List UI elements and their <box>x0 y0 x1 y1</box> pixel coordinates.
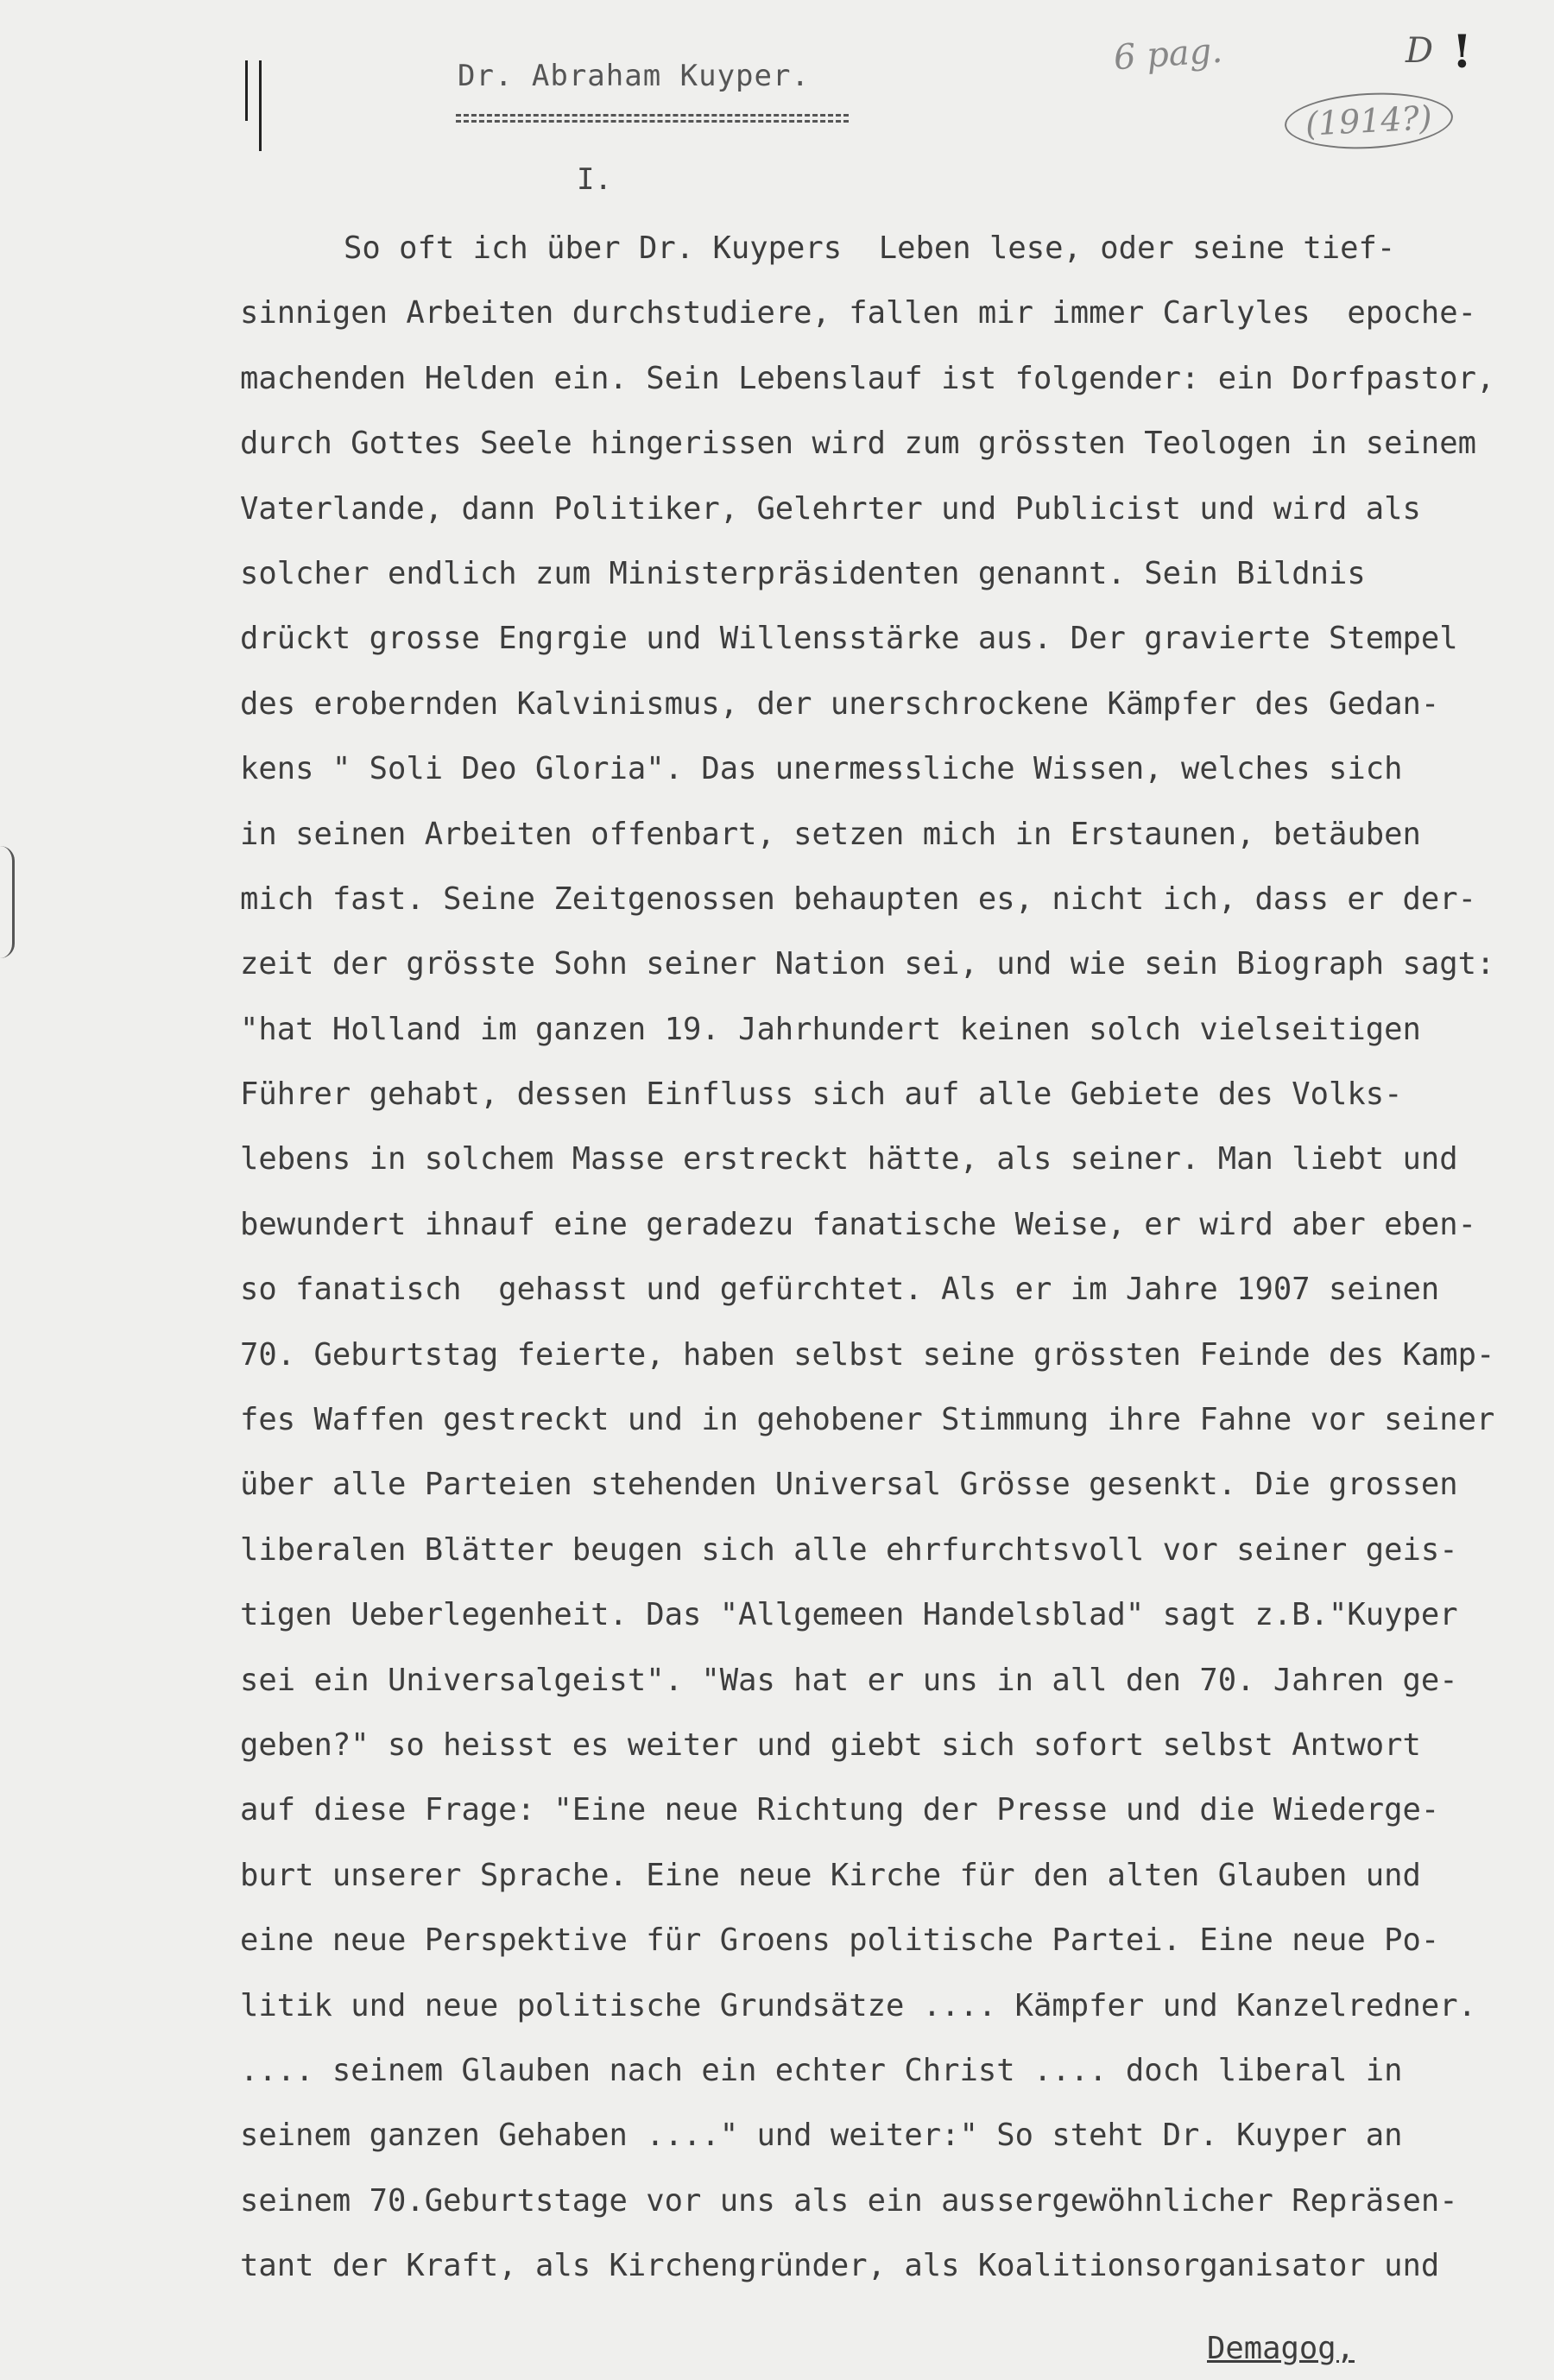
handwritten-year-note: (1914?) <box>1283 89 1454 153</box>
text-line: kens " Soli Deo Gloria". Das unermessliche Wissen, welches sich <box>240 751 1403 787</box>
handwritten-letter: D <box>1406 31 1434 71</box>
text-line: .... seinem Glauben nach ein echter Christ .... doch liberal in <box>240 2052 1403 2088</box>
text-line: So oft ich über Dr. Kuypers Leben lese, oder seine tief- <box>344 230 1396 266</box>
text-line: eine neue Perspektive für Groens politische Partei. Eine neue Po- <box>240 1922 1440 1959</box>
text-line: tant der Kraft, als Kirchengründer, als Koalitionsorganisator und <box>240 2248 1440 2284</box>
title-underline-rule <box>456 114 849 123</box>
text-line: bewundert ihnauf eine geradezu fanatische Weise, er wird aber eben- <box>240 1206 1476 1242</box>
text-line: so fanatisch gehasst und gefürchtet. Als er im Jahre 1907 seinen <box>240 1272 1440 1308</box>
handwritten-page-note: 6 pag. <box>1112 30 1224 79</box>
text-line: burt unserer Sprache. Eine neue Kirche für den alten Glauben und <box>240 1857 1421 1893</box>
text-line: seinem 70.Geburtstage vor uns als ein aussergewöhnlicher Repräsen- <box>240 2182 1458 2219</box>
text-line: geben?" so heisst es weiter und giebt sich sofort selbst Antwort <box>240 1727 1421 1763</box>
text-line: in seinen Arbeiten offenbart, setzen mich in Erstaunen, betäuben <box>240 816 1421 852</box>
text-line: des erobernden Kalvinismus, der unerschrockene Kämpfer des Gedan- <box>240 685 1440 722</box>
binding-hole-edge <box>0 846 15 958</box>
text-line: liberalen Blätter beugen sich alle ehrfurchtsvoll vor seiner geis- <box>240 1531 1458 1568</box>
catchword-next-page: Demagog, <box>1207 2331 1355 2366</box>
document-title: Dr. Abraham Kuyper. <box>458 59 810 93</box>
text-line: tigen Ueberlegenheit. Das "Allgemeen Handelsblad" sagt z.B."Kuyper <box>240 1597 1458 1633</box>
typewritten-body <box>240 216 1552 2299</box>
text-line: Führer gehabt, dessen Einfluss sich auf alle Gebiete des Volks- <box>240 1076 1403 1113</box>
text-line: mich fast. Seine Zeitgenossen behaupten es, nicht ich, dass er der- <box>240 881 1476 917</box>
text-line: durch Gottes Seele hingerissen wird zum grössten Teologen in seinem <box>240 426 1476 462</box>
margin-pen-strokes <box>242 60 294 155</box>
text-line: zeit der grösste Sohn seiner Nation sei, und wie sein Biograph sagt: <box>240 946 1495 982</box>
text-line: seinem ganzen Gehaben ...." und weiter:" So steht Dr. Kuyper an <box>240 2118 1403 2154</box>
text-line: auf diese Frage: "Eine neue Richtung der Presse und die Wiederge- <box>240 1792 1440 1828</box>
text-line: sei ein Universalgeist". "Was hat er uns in all den 70. Jahren ge- <box>240 1662 1458 1698</box>
text-line: "hat Holland im ganzen 19. Jahrhundert keinen solch vielseitigen <box>240 1011 1421 1047</box>
section-number: I. <box>577 162 612 197</box>
text-line: sinnigen Arbeiten durchstudiere, fallen mir immer Carlyles epoche- <box>240 295 1476 331</box>
text-line: solcher endlich zum Ministerpräsidenten genannt. Sein Bildnis <box>240 555 1366 591</box>
text-line: litik und neue politische Grundsätze .... Kämpfer und Kanzelredner. <box>240 1987 1476 2023</box>
text-line: Vaterlande, dann Politiker, Gelehrter und Publicist und wird als <box>240 490 1421 527</box>
text-line: fes Waffen gestreckt und in gehobener Stimmung ihre Fahne vor seiner <box>240 1402 1495 1438</box>
text-line: 70. Geburtstag feierte, haben selbst seine grössten Feinde des Kamp- <box>240 1336 1495 1373</box>
text-line: machenden Helden ein. Sein Lebenslauf ist folgender: ein Dorfpastor, <box>240 360 1495 396</box>
text-line: lebens in solchem Masse erstreckt hätte, als seiner. Man liebt und <box>240 1141 1458 1177</box>
handwritten-mark: ! <box>1452 26 1472 79</box>
text-line: drückt grosse Engrgie und Willensstärke aus. Der gravierte Stempel <box>240 621 1458 657</box>
text-line: über alle Parteien stehenden Universal Grösse gesenkt. Die grossen <box>240 1467 1458 1503</box>
